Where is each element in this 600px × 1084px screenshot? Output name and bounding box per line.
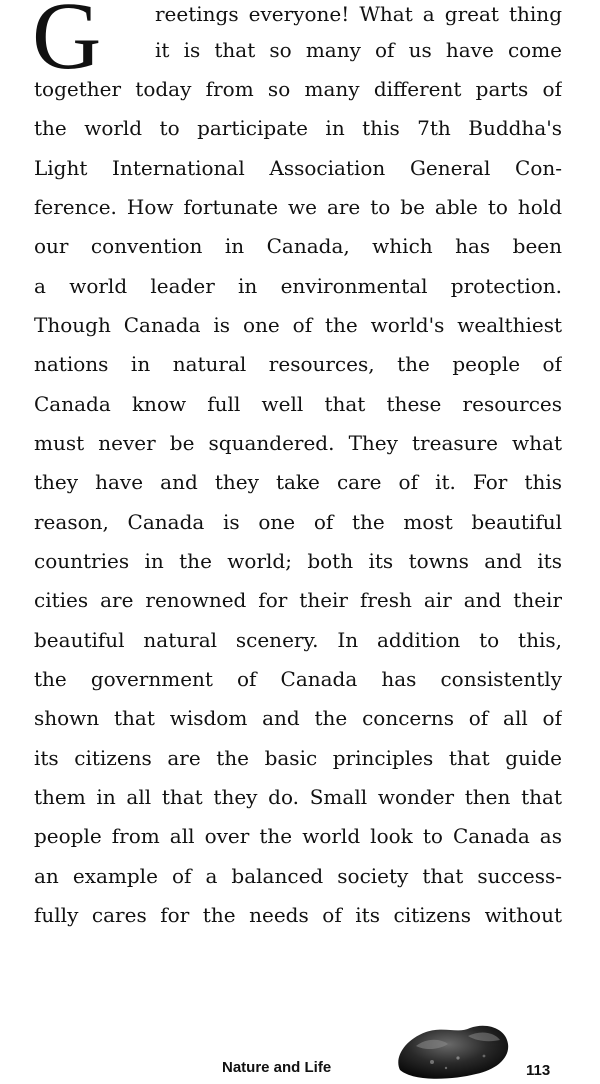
text-line: reetings everyone! What a great thing bbox=[155, 2, 562, 26]
text-line: ference. How fortunate we are to be able to hold bbox=[34, 195, 562, 219]
text-line: our convention in Canada, which has been bbox=[34, 234, 562, 258]
text-line: the government of Canada has consistently bbox=[34, 667, 562, 691]
text-line: fully cares for the needs of its citizens without bbox=[34, 903, 562, 927]
text-line: its citizens are the basic principles that guide bbox=[34, 746, 562, 770]
text-line: must never be squandered. They treasure what bbox=[34, 431, 562, 455]
text-line: nations in natural resources, the people of bbox=[34, 352, 562, 376]
text-line: together today from so many different parts of bbox=[34, 77, 562, 101]
text-line: Though Canada is one of the world's wealthiest bbox=[34, 313, 562, 337]
stone-icon bbox=[392, 1018, 512, 1084]
text-line: the world to participate in this 7th Buddha's bbox=[34, 116, 562, 140]
text-line: reason, Canada is one of the most beautiful bbox=[34, 510, 562, 534]
text-line: an example of a balanced society that success- bbox=[34, 864, 562, 888]
text-line: Light International Association General Con- bbox=[34, 156, 562, 180]
text-line: it is that so many of us have come bbox=[155, 38, 562, 62]
text-line: a world leader in environmental protection. bbox=[34, 274, 562, 298]
text-line: Canada know full well that these resources bbox=[34, 392, 562, 416]
text-line: people from all over the world look to Canada as bbox=[34, 824, 562, 848]
page-number: 113 bbox=[526, 1062, 551, 1079]
text-line: countries in the world; both its towns and its bbox=[34, 549, 562, 573]
text-line: them in all that they do. Small wonder then that bbox=[34, 785, 562, 809]
text-line: beautiful natural scenery. In addition to this, bbox=[34, 628, 562, 652]
running-footer-title: Nature and Life bbox=[222, 1059, 332, 1076]
drop-cap-letter: G bbox=[32, 0, 102, 89]
text-line: cities are renowned for their fresh air and their bbox=[34, 588, 562, 612]
text-line: shown that wisdom and the concerns of all of bbox=[34, 706, 562, 730]
text-line: they have and they take care of it. For this bbox=[34, 470, 562, 494]
